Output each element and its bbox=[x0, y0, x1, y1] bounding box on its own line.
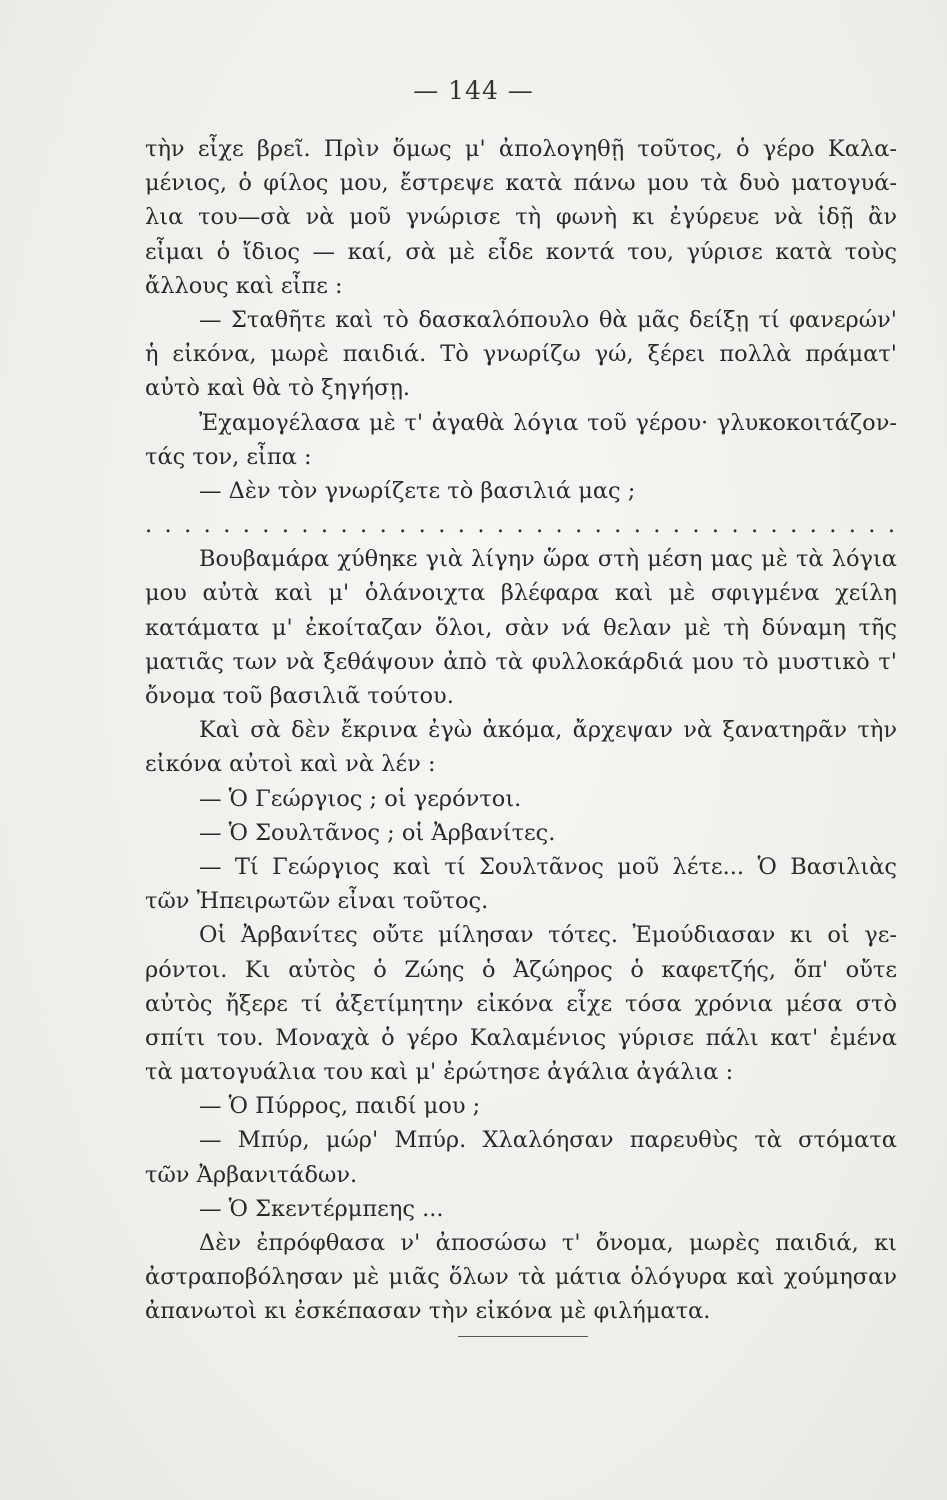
text-line: ἄλλους καὶ εἶπε : bbox=[145, 272, 343, 299]
text-line: ἀστραποβόλησαν μὲ μιᾶς ὅλων τὰ μάτια ὁλόγυρα καὶ χούμησαν bbox=[145, 1264, 897, 1291]
text-line: αὐτὸς ἤξερε τί ἀξετίμητην εἰκόνα εἶχε τόσα χρόνια μέσα στὸ bbox=[145, 990, 897, 1017]
text-line: — Σταθῆτε καὶ τὸ δασκαλόπουλο θὰ μᾶς δείξῃ τί φανερών' bbox=[199, 306, 897, 333]
page-number: — 144 — bbox=[413, 76, 534, 105]
text-line: τῶν Ἀρβανιτάδων. bbox=[145, 1161, 358, 1188]
text-line: αὐτὸ καὶ θὰ τὸ ξηγήσῃ. bbox=[145, 375, 411, 402]
text-line: — Μπύρ, μώρ' Μπύρ. Χλαλόησαν παρευθὺς τὰ στόματα bbox=[199, 1127, 897, 1154]
text-line: τῶν Ἠπειρωτῶν εἶναι τοῦτος. bbox=[145, 888, 489, 915]
text-line: εἰκόνα αὐτοὶ καὶ νὰ λέν : bbox=[145, 751, 436, 778]
ellipsis-line: . . . . . . . . . . . . . . . . . . . . . . . . . . . . . . . . . . . . . . . bbox=[145, 512, 897, 539]
text-line: λια του—σὰ νὰ μοῦ γνώρισε τὴ φωνὴ κι ἐγύρευε νὰ ἰδῇ ἂν bbox=[145, 204, 897, 231]
text-line: — Ὁ Γεώργιος ; οἱ γερόντοι. bbox=[199, 785, 522, 812]
text-line: Καὶ σὰ δὲν ἔκρινα ἐγὼ ἀκόμα, ἄρχεψαν νὰ ξανατηρᾶν τὴν bbox=[199, 717, 897, 744]
text-line: μου αὐτὰ καὶ μ' ὁλάνοιχτα βλέφαρα καὶ μὲ σφιγμένα χείλη bbox=[145, 580, 897, 607]
text-line: τὴν εἶχε βρεῖ. Πρὶν ὅμως μ' ἀπολογηθῇ τοῦτος, ὁ γέρο Καλα- bbox=[145, 136, 897, 162]
text-line: Οἱ Ἀρβανίτες οὔτε μίλησαν τότες. Ἐμούδιασαν κι οἱ γε- bbox=[199, 922, 897, 949]
section-end-rule bbox=[458, 1336, 588, 1337]
text-line: μένιος, ὁ φίλος μου, ἔστρεψε κατὰ πάνω μου τὰ δυὸ ματογυά- bbox=[145, 170, 897, 197]
text-line: — Ὁ Σουλτᾶνος ; οἱ Ἀρβανίτες. bbox=[199, 819, 556, 846]
text-line: κατάματα μ' ἐκοίταζαν ὅλοι, σὰν νά θελαν μὲ τὴ δύναμη τῆς bbox=[145, 614, 897, 641]
text-line: ρόντοι. Κι αὐτὸς ὁ Ζώης ὁ Ἀζώηρος ὁ καφετζής, ὅπ' οὔτε bbox=[145, 956, 897, 983]
text-line: εἶμαι ὁ ἴδιος — καί, σὰ μὲ εἶδε κοντά του, γύρισε κατὰ τοὺς bbox=[145, 238, 897, 265]
text-line: σπίτι του. Μοναχὰ ὁ γέρο Καλαμένιος γύρισε πάλι κατ' ἐμένα bbox=[145, 1024, 897, 1051]
text-line: ἡ εἰκόνα, μωρὲ παιδιά. Τὸ γνωρίζω γώ, ξέρει πολλὰ πράματ' bbox=[145, 341, 897, 368]
text-line: Ἐχαμογέλασα μὲ τ' ἀγαθὰ λόγια τοῦ γέρου· γλυκοκοιτάζον- bbox=[199, 409, 897, 436]
text-line: — Δὲν τὸν γνωρίζετε τὸ βασιλιά μας ; bbox=[199, 477, 636, 504]
text-line: ματιᾶς των νὰ ξεθάψουν ἀπὸ τὰ φυλλοκάρδιά μου τὸ μυστικὸ τ' bbox=[145, 648, 897, 675]
body-text bbox=[145, 132, 897, 1329]
text-line: — Ὁ Σκεντέρμπεης ... bbox=[199, 1195, 444, 1222]
text-line: ἀπανωτοὶ κι ἐσκέπασαν τὴν εἰκόνα μὲ φιλήματα. bbox=[145, 1298, 711, 1325]
text-line: τὰ ματογυάλια του καὶ μ' ἐρώτησε ἀγάλια ἀγάλια : bbox=[145, 1059, 734, 1086]
text-line: Βουβαμάρα χύθηκε γιὰ λίγην ὥρα στὴ μέση μας μὲ τὰ λόγια bbox=[199, 546, 897, 573]
text-line: — Ὁ Πύρρος, παιδί μου ; bbox=[199, 1093, 481, 1120]
text-line: Δὲν ἐπρόφθασα ν' ἀποσώσω τ' ὄνομα, μωρὲς παιδιά, κι bbox=[199, 1230, 897, 1256]
text-line: ὄνομα τοῦ βασιλιᾶ τούτου. bbox=[145, 683, 454, 709]
text-line: τάς τον, εἶπα : bbox=[145, 443, 312, 470]
text-line: — Τί Γεώργιος καὶ τί Σουλτᾶνος μοῦ λέτε... Ὁ Βασιλιὰς bbox=[199, 853, 897, 880]
